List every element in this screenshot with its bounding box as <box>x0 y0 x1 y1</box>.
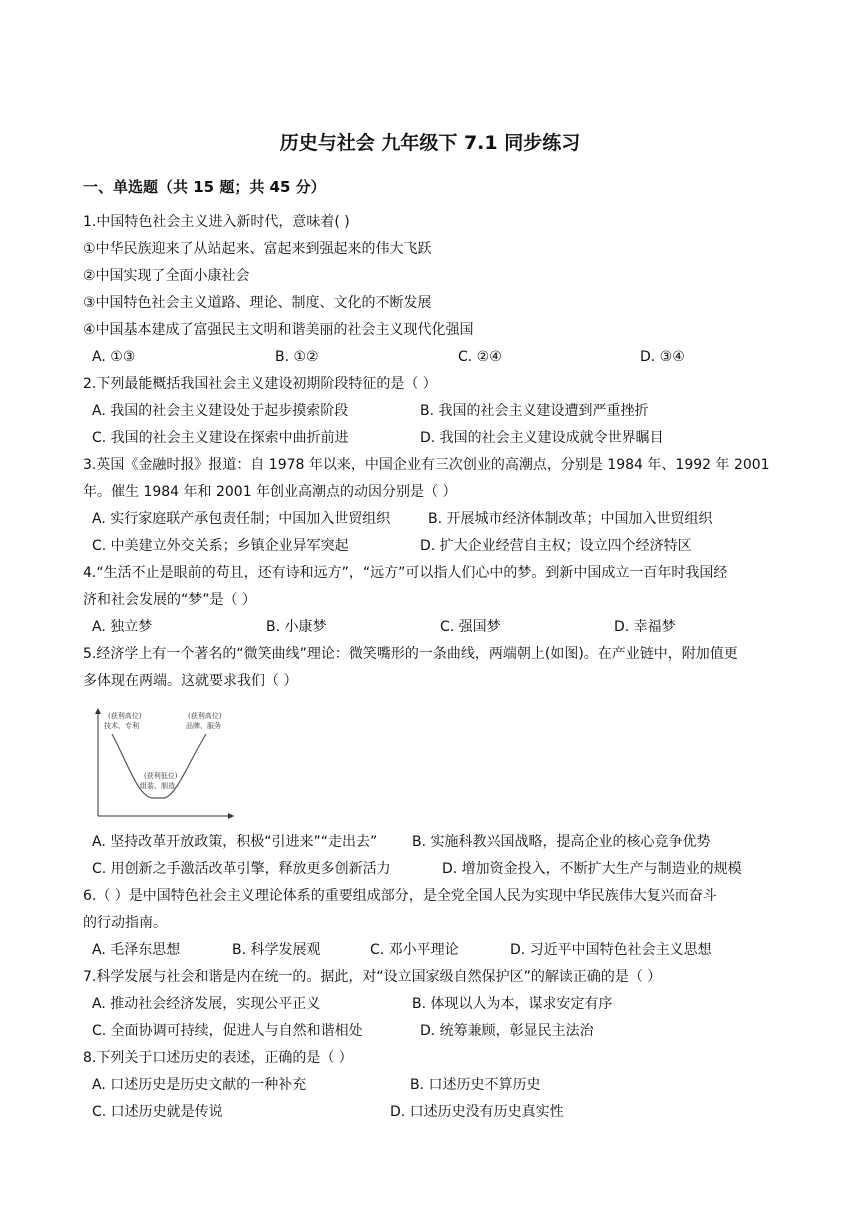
question-7-option-c[interactable]: C. 全面协调可持续，促进人与自然和谐相处 <box>92 1023 363 1039</box>
question-5-option-d[interactable]: D. 增加资金投入，不断扩大生产与制造业的规模 <box>442 861 742 877</box>
question-4-option-c[interactable]: C. 强国梦 <box>440 619 501 635</box>
question-5-option-b[interactable]: B. 实施科教兴国战略，提高企业的核心竞争优势 <box>412 834 711 850</box>
question-3-option-c[interactable]: C. 中美建立外交关系；乡镇企业异军突起 <box>92 538 349 554</box>
right-peak-sub: 品牌、服务 <box>186 722 221 730</box>
smile-curve-figure <box>88 704 238 822</box>
question-8-option-b[interactable]: B. 口述历史不算历史 <box>410 1077 541 1093</box>
question-1-option-b[interactable]: B. ①② <box>275 349 319 365</box>
question-3-stem-line-2: 年。催生 1984 年和 2001 年创业高潮点的动因分别是（ ） <box>83 484 457 500</box>
question-2-option-a[interactable]: A. 我国的社会主义建设处于起步摸索阶段 <box>92 403 349 419</box>
question-1-item-4: ④中国基本建成了富强民主文明和谐美丽的社会主义现代化强国 <box>83 322 474 338</box>
question-3-option-a[interactable]: A. 实行家庭联产承包责任制；中国加入世贸组织 <box>92 511 391 527</box>
question-8-option-a[interactable]: A. 口述历史是历史文献的一种补充 <box>92 1077 307 1093</box>
bottom-label: (获利低位) <box>144 772 178 780</box>
y-axis-arrow <box>95 708 101 714</box>
question-4-stem-line-2: 济和社会发展的“梦”是（ ） <box>83 592 256 608</box>
question-6-option-b[interactable]: B. 科学发展观 <box>232 942 321 958</box>
question-1-item-3: ③中国特色社会主义道路、理论、制度、文化的不断发展 <box>83 295 432 311</box>
question-6-option-c[interactable]: C. 邓小平理论 <box>370 942 459 958</box>
question-6-stem-line-1: 6.（ ）是中国特色社会主义理论体系的重要组成部分，是全党全国人民为实现中华民族伟大复兴而奋斗 <box>83 888 717 904</box>
question-1-option-a[interactable]: A. ①③ <box>92 349 136 365</box>
question-3-stem-line-1: 3.英国《金融时报》报道：自 1978 年以来，中国企业有三次创业的高潮点，分别是 1984 年、1992 年 2001 <box>83 457 770 473</box>
question-8-option-c[interactable]: C. 口述历史就是传说 <box>92 1104 223 1120</box>
question-2-option-b[interactable]: B. 我国的社会主义建设遭到严重挫折 <box>420 403 649 419</box>
question-8-option-d[interactable]: D. 口述历史没有历史真实性 <box>390 1104 564 1120</box>
question-1-option-c[interactable]: C. ②④ <box>458 349 502 365</box>
x-axis-arrow <box>228 813 234 819</box>
question-1-option-d[interactable]: D. ③④ <box>640 349 685 365</box>
question-5-stem-line-2: 多体现在两端。这就要求我们（ ） <box>83 673 298 689</box>
question-7-option-a[interactable]: A. 推动社会经济发展，实现公平正义 <box>92 996 321 1012</box>
question-4-stem-line-1: 4.“生活不止是眼前的苟且，还有诗和远方”，“远方”可以指人们心中的梦。到新中国成立一百年时我国经 <box>83 565 728 581</box>
question-4-option-b[interactable]: B. 小康梦 <box>266 619 327 635</box>
question-7-option-b[interactable]: B. 体现以人为本，谋求安定有序 <box>412 996 613 1012</box>
question-1-item-1: ①中华民族迎来了从站起来、富起来到强起来的伟大飞跃 <box>83 241 432 257</box>
question-5-stem-line-1: 5.经济学上有一个著名的“微笑曲线”理论：微笑嘴形的一条曲线，两端朝上(如图)。在产业链中，附加值更 <box>83 646 738 662</box>
question-3-option-b[interactable]: B. 开展城市经济体制改革；中国加入世贸组织 <box>428 511 713 527</box>
question-3-option-d[interactable]: D. 扩大企业经营自主权；设立四个经济特区 <box>420 538 692 554</box>
question-4-option-a[interactable]: A. 独立梦 <box>92 619 153 635</box>
question-6-option-a[interactable]: A. 毛泽东思想 <box>92 942 181 958</box>
question-5-option-c[interactable]: C. 用创新之手激活改革引擎，释放更多创新活力 <box>92 861 391 877</box>
section-heading: 一、单选题（共 15 题；共 45 分） <box>83 178 326 196</box>
question-5-option-a[interactable]: A. 坚持改革开放政策，积极“引进来”“走出去” <box>92 834 378 850</box>
bottom-sub: 组装、制造 <box>140 782 175 790</box>
question-8-stem: 8.下列关于口述历史的表述，正确的是（ ） <box>83 1050 353 1066</box>
right-peak-label: (获利高位) <box>188 712 222 720</box>
question-7-option-d[interactable]: D. 统筹兼顾，彰显民主法治 <box>420 1023 594 1039</box>
question-2-stem: 2.下列最能概括我国社会主义建设初期阶段特征的是（ ） <box>83 376 437 392</box>
question-6-option-d[interactable]: D. 习近平中国特色社会主义思想 <box>510 942 712 958</box>
question-6-stem-line-2: 的行动指南。 <box>83 915 167 931</box>
question-1-item-2: ②中国实现了全面小康社会 <box>83 268 250 284</box>
page-title: 历史与社会 九年级下 7.1 同步练习 <box>279 132 581 154</box>
left-peak-label: (获利高位) <box>108 712 142 720</box>
question-4-option-d[interactable]: D. 幸福梦 <box>614 619 676 635</box>
question-2-option-d[interactable]: D. 我国的社会主义建设成就令世界瞩目 <box>420 430 664 446</box>
question-2-option-c[interactable]: C. 我国的社会主义建设在探索中曲折前进 <box>92 430 349 446</box>
question-1-stem: 1.中国特色社会主义进入新时代，意味着( ) <box>83 214 350 230</box>
left-peak-sub: 技术、专利 <box>104 722 139 730</box>
question-7-stem: 7.科学发展与社会和谐是内在统一的。据此，对“设立国家级自然保护区”的解读正确的是（ ） <box>83 969 662 985</box>
